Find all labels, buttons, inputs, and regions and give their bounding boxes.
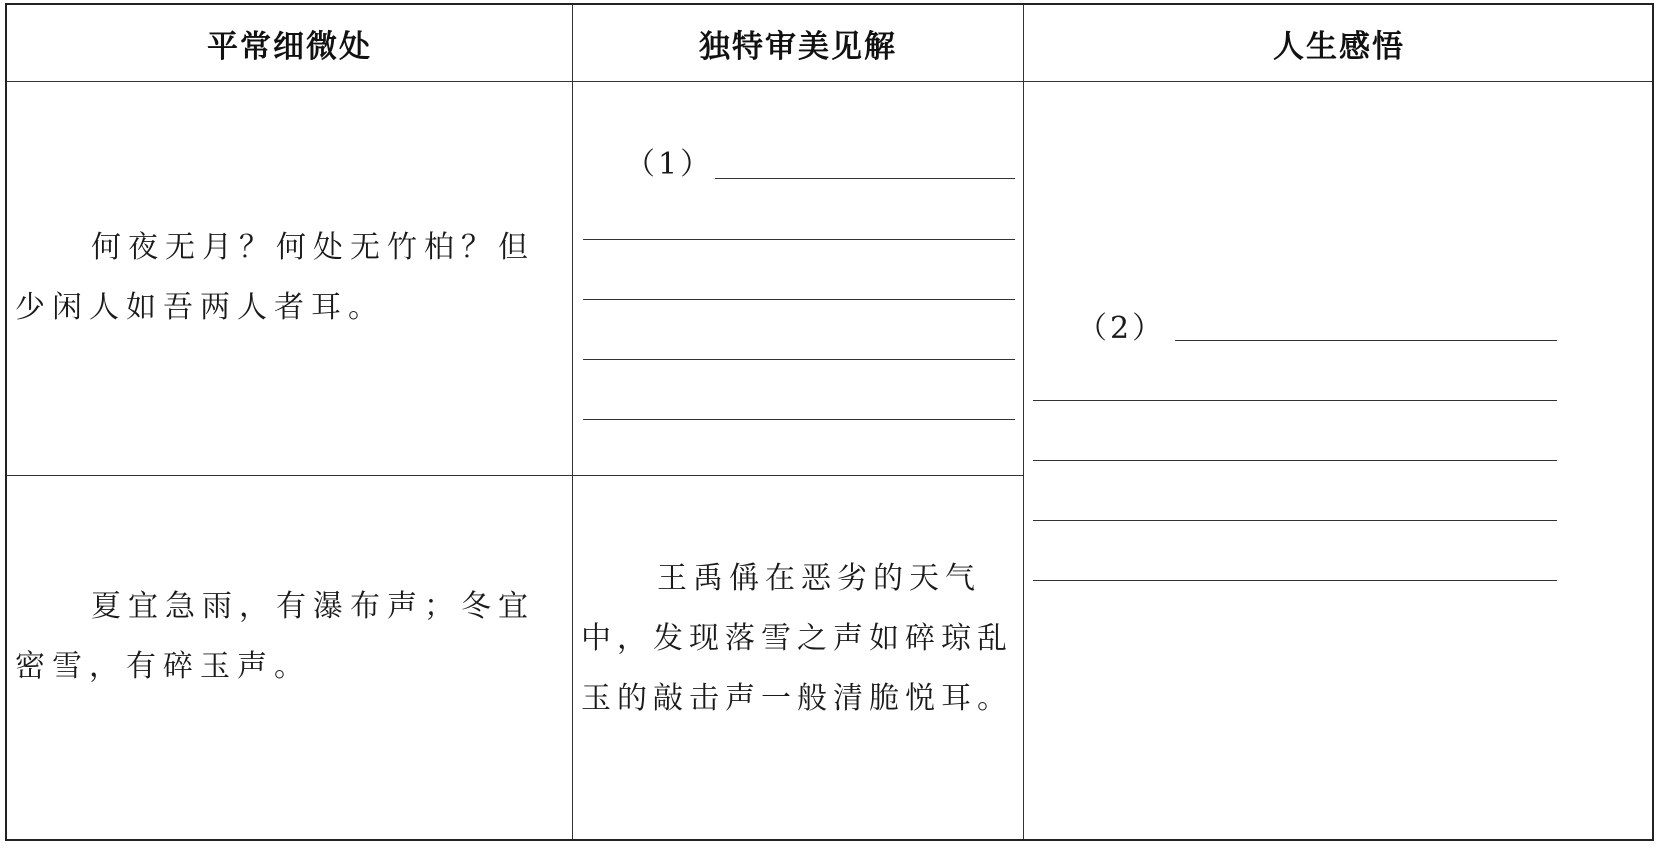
answer-line-2c[interactable] (1033, 460, 1557, 461)
answer-line-2a[interactable] (1175, 340, 1557, 341)
column-divider-1 (572, 5, 573, 839)
worksheet-table (5, 3, 1654, 841)
header-life-insight: 人生感悟 (1273, 28, 1405, 65)
row1-detail-text: 何夜无月？何处无竹柏？但少闲人如吾两人者耳。 (15, 230, 535, 325)
answer-line-1a[interactable] (715, 178, 1015, 179)
row2-aesthetic-text: 王禹偁在恶劣的天气中，发现落雪之声如碎琼乱玉的敲击声一般清脆悦耳。 (581, 561, 1013, 716)
answer-line-2d[interactable] (1033, 520, 1557, 521)
answer-line-1e[interactable] (583, 419, 1015, 420)
answer-line-1b[interactable] (583, 239, 1015, 240)
answer-line-1d[interactable] (583, 359, 1015, 360)
blank-1-label: （1） (625, 147, 714, 182)
row-divider (7, 475, 1023, 476)
blank-2-label: （2） (1077, 311, 1166, 346)
header-ordinary-details: 平常细微处 (207, 28, 372, 65)
row2-detail-text: 夏宜急雨，有瀑布声；冬宜密雪，有碎玉声。 (15, 589, 535, 684)
answer-line-1c[interactable] (583, 299, 1015, 300)
answer-line-2b[interactable] (1033, 400, 1557, 401)
header-aesthetic-insight: 独特审美见解 (699, 28, 897, 65)
column-divider-2 (1023, 5, 1024, 839)
header-divider (7, 81, 1652, 82)
answer-line-2e[interactable] (1033, 580, 1557, 581)
